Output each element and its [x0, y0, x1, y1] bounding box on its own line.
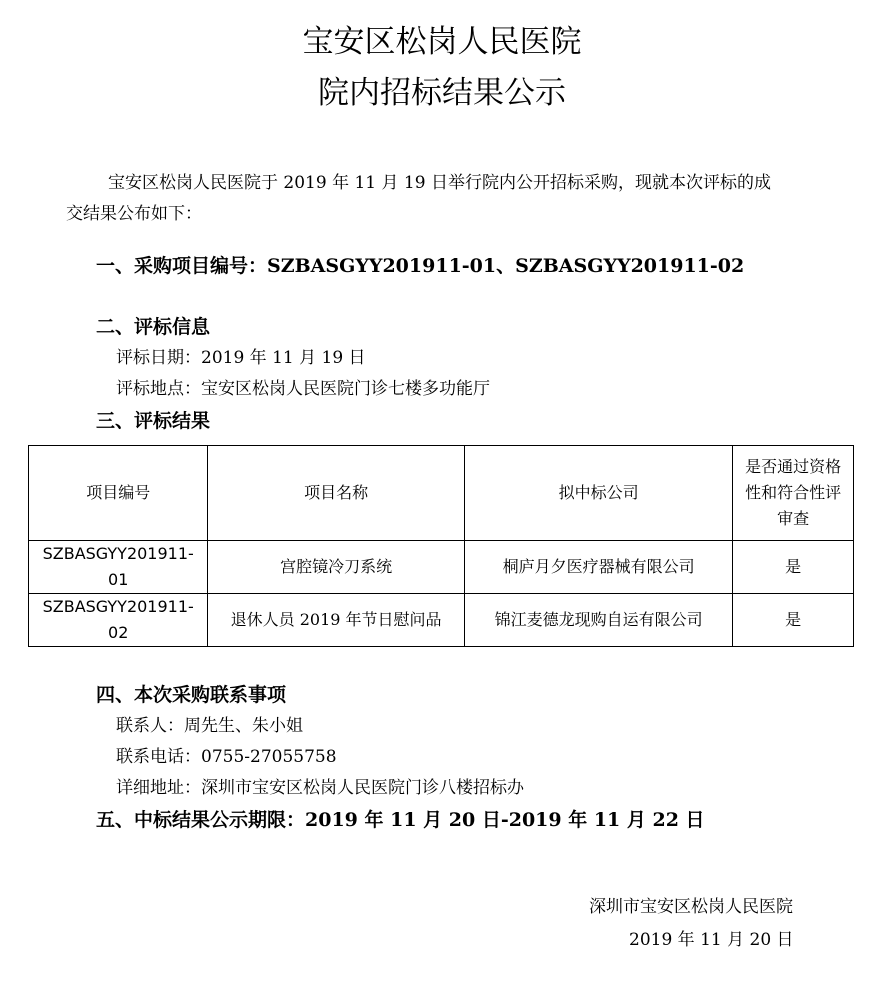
intro-paragraph-line2: 交结果公布如下： [66, 204, 202, 224]
header-qualification-review: 是否通过资格性和符合性评审查 [733, 446, 854, 541]
intro-paragraph-line1: 宝安区松岗人民医院于 2019 年 11 月 19 日举行院内公开招标采购，现就本次评标的成 [108, 173, 771, 193]
header-project-name: 项目名称 [208, 446, 464, 541]
signature-organization: 深圳市宝安区松岗人民医院 [589, 897, 793, 917]
section3-heading: 三、评标结果 [96, 410, 211, 432]
cell-project-name: 宫腔镜冷刀系统 [208, 541, 464, 594]
document-title-line1: 宝安区松岗人民医院 [302, 24, 582, 60]
contact-person-line: 联系人：周先生、朱小姐 [116, 716, 303, 736]
evaluation-place-line: 评标地点：宝安区松岗人民医院门诊七楼多功能厅 [116, 379, 490, 399]
cell-qualification-result: 是 [733, 594, 854, 647]
contact-address-line: 详细地址：深圳市宝安区松岗人民医院门诊八楼招标办 [116, 778, 524, 798]
section1-heading: 一、采购项目编号：SZBASGYY201911-01、SZBASGYY201911-02 [96, 255, 745, 277]
section2-heading: 二、评标信息 [96, 316, 211, 338]
signature-date: 2019 年 11 月 20 日 [629, 930, 794, 950]
section5-heading: 五、中标结果公示期限：2019 年 11 月 20 日-2019 年 11 月 22 日 [96, 809, 705, 831]
cell-winning-company: 桐庐月夕医疗器械有限公司 [464, 541, 733, 594]
header-winning-company: 拟中标公司 [464, 446, 733, 541]
table-row [29, 541, 854, 594]
cell-winning-company: 锦江麦德龙现购自运有限公司 [464, 594, 733, 647]
table-row [29, 594, 854, 647]
cell-project-name: 退休人员 2019 年节日慰问品 [208, 594, 464, 647]
header-project-code: 项目编号 [29, 446, 208, 541]
cell-qualification-result: 是 [733, 541, 854, 594]
cell-project-code: SZBASGYY201911-02 [29, 594, 208, 647]
document-title-line2: 院内招标结果公示 [318, 75, 566, 111]
contact-phone-line: 联系电话：0755-27055758 [116, 747, 337, 767]
results-table [28, 445, 854, 647]
evaluation-date-line: 评标日期：2019 年 11 月 19 日 [116, 348, 366, 368]
cell-project-code: SZBASGYY201911-01 [29, 541, 208, 594]
table-header-row [29, 446, 854, 541]
section4-heading: 四、本次采购联系事项 [96, 684, 287, 706]
